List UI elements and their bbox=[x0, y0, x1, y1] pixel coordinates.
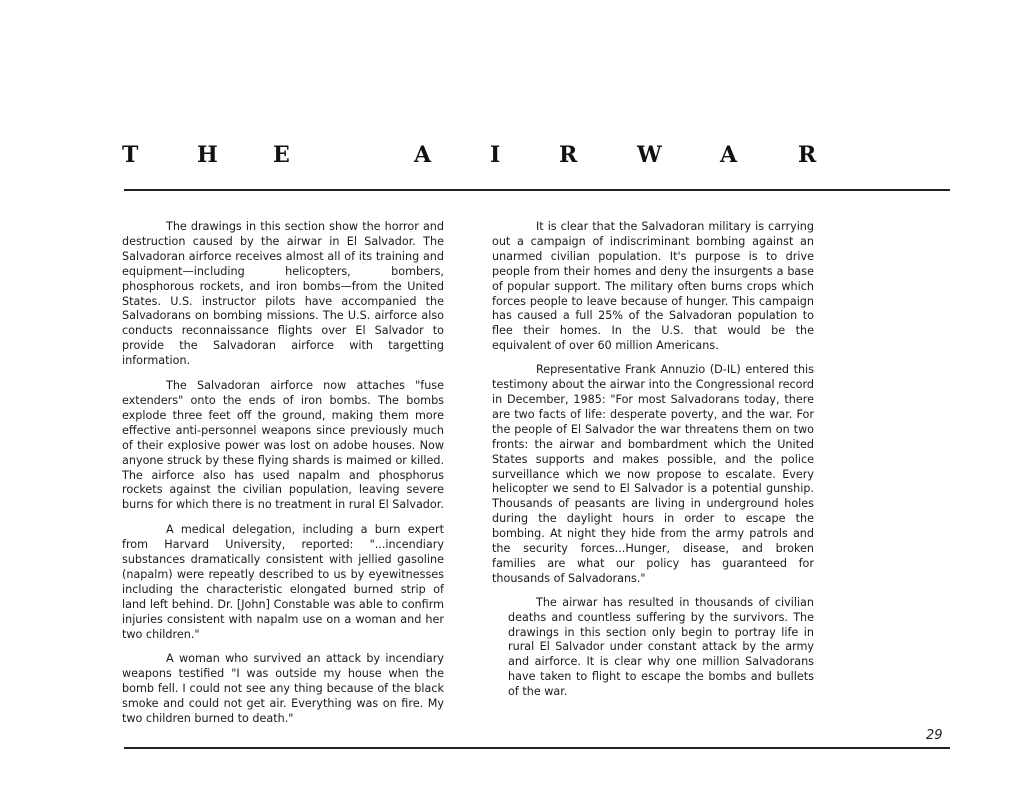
paragraph: The Salvadoran airforce now attaches "fuse extenders" onto the ends of iron bombs. The bombs explode three feet off the ground, making them more effective anti-personnel weapons since previously much of their explosive power was lost on adobe houses. Now anyone struck by these flying shards is maimed or killed. The airforce also has used napalm and phosphorus rockets against the civilian population, leaving severe burns for which there is no treatment in rural El Salvador. bbox=[122, 379, 444, 512]
paragraph: A woman who survived an attack by incendiary weapons testified "I was outside my house when the bomb fell. I could not see any thing because of the black smoke and could not get air. Everything was on fire. My two children burned to death." bbox=[122, 652, 444, 726]
title-letter: T bbox=[122, 142, 139, 168]
title-letter: A bbox=[720, 142, 738, 168]
paragraph: The drawings in this section show the horror and destruction caused by the airwar in El Salvador. The Salvadoran airforce receives almost all of its training and equipment—including helicopters, bombers, phosphorous rockets, and iron bombs—from the United States. U.S. instructor pilots have accompanied the Salvadorans on bombing missions. The U.S. airforce also conducts reconnaissance flights over El Salvador to provide the Salvadoran airforce with targetting information. bbox=[122, 220, 444, 368]
paragraph: It is clear that the Salvadoran military is carrying out a campaign of indiscriminant bombing against an unarmed civilian population. It's purpose is to drive people from their homes and deny the insurgents a base of popular support. The military often burns crops which forces people to leave because of hunger. This campaign has caused a full 25% of the Salvadoran population to flee their homes. In the U.S. that would be the equivalent of over 60 million Americans. bbox=[492, 220, 814, 353]
page-number: 29 bbox=[926, 728, 943, 743]
paragraph: A medical delegation, including a burn expert from Harvard University, reported: "...incendiary substances dramatically consistent with jellied gasoline (napalm) were repeatly described to us by eyewitnesses including the characteristic elongated burned strip of land left behind. Dr. [John] Constable was able to confirm injuries consistent with napalm use on a woman and her two children." bbox=[122, 523, 444, 641]
paragraph: The airwar has resulted in thousands of civilian deaths and countless suffering by the survivors. The drawings in this section only begin to portray life in rural El Salvador under constant attack by the army and airforce. It is clear why one million Salvadorans have taken to flight to escape the bombs and bullets of the war. bbox=[508, 595, 814, 699]
bottom-rule bbox=[124, 747, 950, 749]
title-letter: R bbox=[559, 142, 578, 168]
title-letter: A bbox=[414, 142, 432, 168]
title-letter: R bbox=[798, 142, 817, 168]
right-column bbox=[492, 220, 814, 709]
left-column bbox=[122, 220, 444, 737]
title-letter: H bbox=[197, 142, 218, 168]
title-letter: W bbox=[637, 142, 662, 168]
section-title bbox=[122, 142, 822, 172]
title-letter: I bbox=[490, 142, 501, 168]
title-letter: E bbox=[273, 142, 290, 168]
paragraph: Representative Frank Annuzio (D-IL) entered this testimony about the airwar into the Congressional record in December, 1985: "For most Salvadorans today, there are two facts of life: desperate poverty, and the war. For the people of El Salvador the war threatens them on two fronts: the airwar and bombardment which the United States supports and makes possible, and the police surveillance which we now propose to escalate. Every helicopter we send to El Salvador is a potential gunship. Thousands of peasants are living in underground holes during the daylight hours in order to escape the bombing. At night they hide from the army patrols and the security forces...Hunger, disease, and broken families are what our policy has guaranteed for thousands of Salvadorans." bbox=[492, 363, 814, 585]
top-rule bbox=[124, 189, 950, 191]
